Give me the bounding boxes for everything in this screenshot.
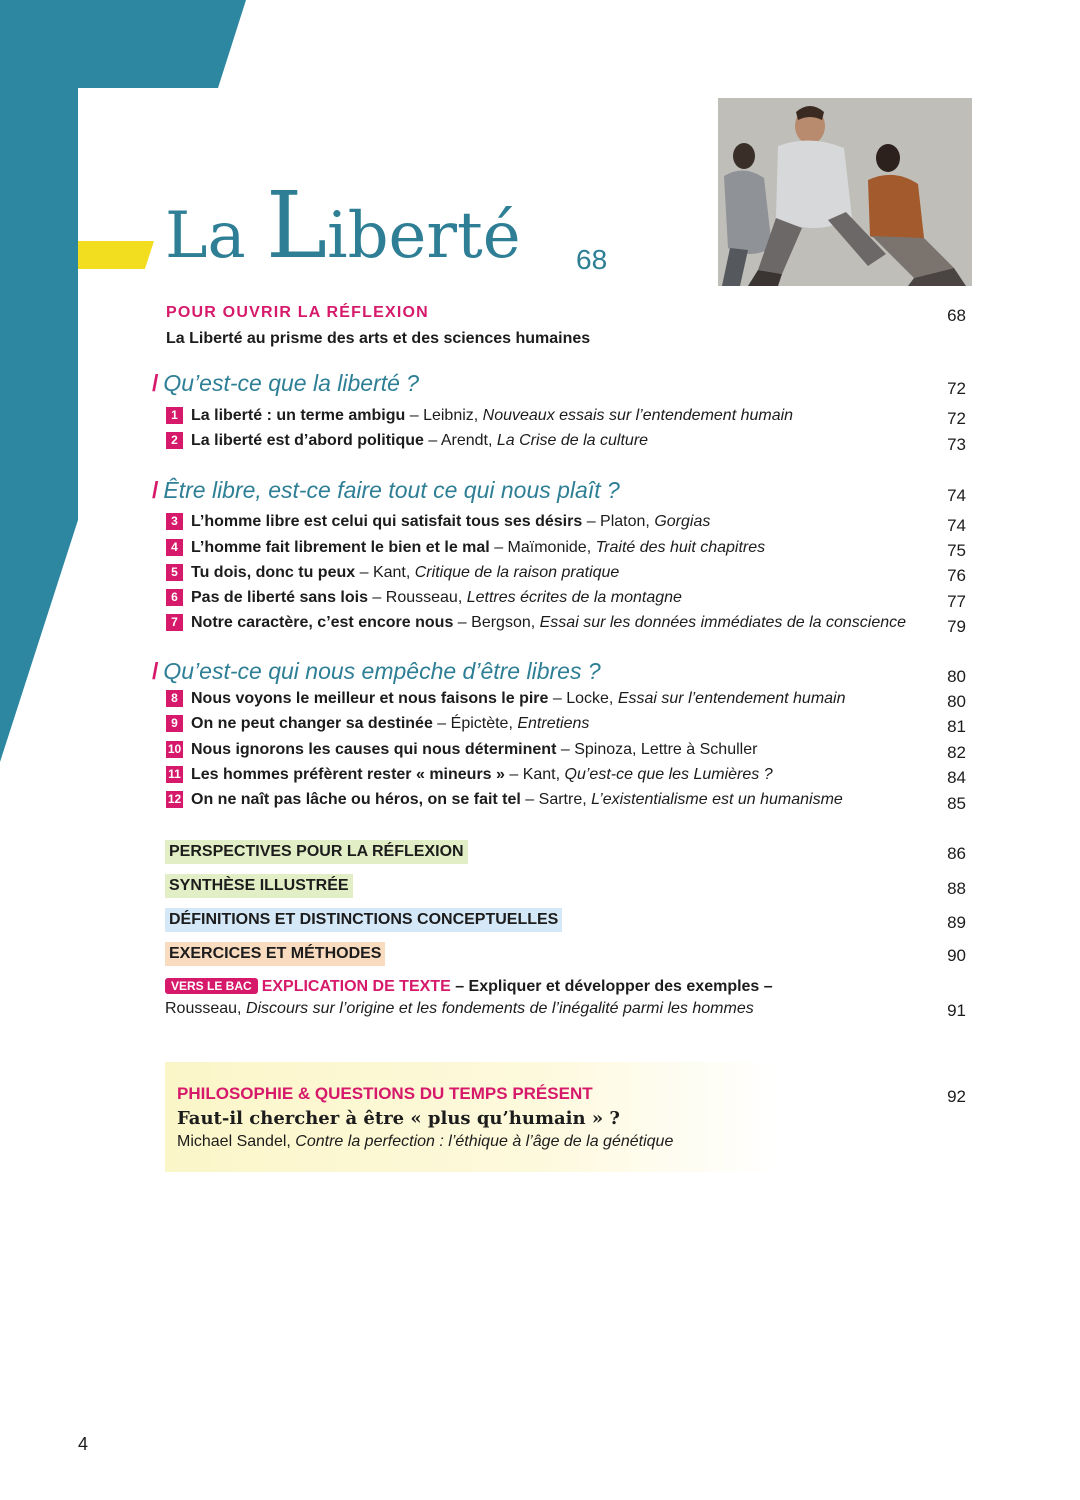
- present-question: Faut-il chercher à être « plus qu’humain » ?: [177, 1108, 620, 1129]
- section-page: 80: [947, 667, 966, 686]
- toc-entry-page: 79: [947, 617, 966, 636]
- toc-entry-page: 72: [947, 409, 966, 428]
- toc-entry[interactable]: 11 Les hommes préfèrent rester « mineurs » – Kant, Qu’est-ce que les Lumières ?: [166, 766, 773, 784]
- toc-entry[interactable]: 10 Nous ignorons les causes qui nous déterminent – Spinoza, Lettre à Schuller: [167, 741, 758, 758]
- section-heading[interactable]: / Qu’est-ce qui nous empêche d’être libres ?: [152, 658, 601, 684]
- tag-exercices[interactable]: EXERCICES ET MÉTHODES: [165, 942, 385, 966]
- toc-entry-page: 81: [947, 717, 966, 736]
- tag-perspectives[interactable]: PERSPECTIVES POUR LA RÉFLEXION: [165, 840, 468, 864]
- toc-entry-page: 77: [947, 592, 966, 611]
- bac-reference: Rousseau, Discours sur l’origine et les fondements de l’inégalité parmi les hommes: [165, 1000, 754, 1017]
- toc-entry-page: 84: [947, 768, 966, 787]
- toc-entry[interactable]: 8 Nous voyons le meilleur et nous faisons le pire – Locke, Essai sur l’entendement humain: [166, 690, 846, 708]
- ouvrir-heading: POUR OUVRIR LA RÉFLEXION: [166, 304, 429, 321]
- tag-page: 86: [947, 844, 966, 863]
- section-page: 72: [947, 379, 966, 398]
- present-heading[interactable]: PHILOSOPHIE & QUESTIONS DU TEMPS PRÉSENT: [177, 1084, 593, 1103]
- bac-entry[interactable]: VERS LE BAC EXPLICATION DE TEXTE – Expliquer et développer des exemples –: [165, 978, 773, 996]
- bac-badge: VERS LE BAC: [165, 978, 258, 994]
- toc-entry[interactable]: 4 L’homme fait librement le bien et le mal – Maïmonide, Traité des huit chapitres: [166, 539, 765, 557]
- tag-synthese[interactable]: SYNTHÈSE ILLUSTRÉE: [165, 874, 353, 898]
- toc-entry-page: 76: [947, 566, 966, 585]
- yellow-title-marker: [78, 241, 154, 269]
- toc-entry[interactable]: 9 On ne peut changer sa destinée – Épictète, Entretiens: [166, 715, 589, 733]
- ouvrir-page: 68: [947, 306, 966, 325]
- toc-entry-page: 75: [947, 541, 966, 560]
- toc-entry[interactable]: 1 La liberté : un terme ambigu – Leibniz, Nouveaux essais sur l’entendement humain: [166, 407, 793, 425]
- tag-page: 88: [947, 879, 966, 898]
- bac-page: 91: [947, 1001, 966, 1020]
- toc-entry[interactable]: 7 Notre caractère, c’est encore nous – Bergson, Essai sur les données immédiates de la conscience: [166, 614, 906, 632]
- dancers-photo: [718, 98, 972, 286]
- page-folio: 4: [78, 1434, 89, 1454]
- tag-definitions[interactable]: DÉFINITIONS ET DISTINCTIONS CONCEPTUELLES: [165, 908, 562, 932]
- toc-entry[interactable]: 6 Pas de liberté sans lois – Rousseau, Lettres écrites de la montagne: [166, 589, 682, 607]
- toc-entry[interactable]: 12 On ne naît pas lâche ou héros, on se fait tel – Sartre, L’existentialisme est un humanisme: [167, 791, 843, 808]
- toc-entry-page: 73: [947, 435, 966, 454]
- toc-entry[interactable]: 2 La liberté est d’abord politique – Arendt, La Crise de la culture: [166, 432, 648, 450]
- ouvrir-subtitle: La Liberté au prisme des arts et des sciences humaines: [166, 330, 591, 347]
- toc-entry-page: 74: [947, 516, 966, 535]
- toc-entry-page: 80: [947, 692, 966, 711]
- chapter-title: La Liberté: [165, 172, 521, 279]
- present-page: 92: [947, 1087, 966, 1106]
- section-heading[interactable]: / Qu’est-ce que la liberté ?: [152, 370, 420, 396]
- tag-page: 89: [947, 913, 966, 932]
- toc-entry[interactable]: 5 Tu dois, donc tu peux – Kant, Critique de la raison pratique: [166, 564, 619, 582]
- section-heading[interactable]: / Être libre, est-ce faire tout ce qui nous plaît ?: [152, 477, 620, 503]
- section-page: 74: [947, 486, 966, 505]
- tag-page: 90: [947, 946, 966, 965]
- chapter-page-number: 68: [576, 244, 608, 275]
- toc-entry-page: 82: [947, 743, 966, 762]
- toc-entry-page: 85: [947, 794, 966, 813]
- toc-entry[interactable]: 3 L’homme libre est celui qui satisfait tous ses désirs – Platon, Gorgias: [166, 513, 710, 531]
- present-reference: Michael Sandel, Contre la perfection : l’éthique à l’âge de la génétique: [177, 1133, 674, 1150]
